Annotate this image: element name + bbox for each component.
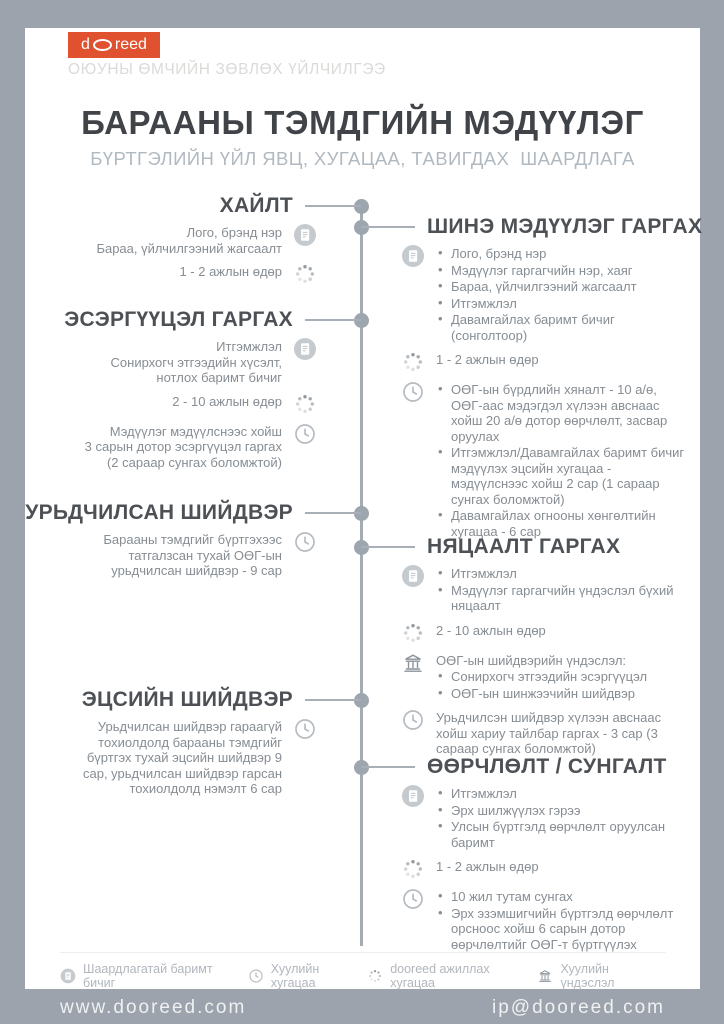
- connector-line: [361, 226, 415, 228]
- timeline-section-rebuttal: [361, 535, 701, 766]
- info-row: [361, 786, 701, 851]
- info-row: [59, 394, 361, 416]
- section-title: ХАЙЛТ: [219, 194, 293, 217]
- bullet-item: • Эрх эзэмшигчийн бүртгэлд өөрчлөлт орсноос хойш 6 сарын дотор өөрчлөлтийг ОӨГ-т бүртгүүлэх: [436, 906, 688, 953]
- legend-item: [537, 962, 666, 990]
- document-icon: [293, 223, 317, 247]
- info-row: [361, 859, 701, 881]
- bullet-item: • Итгэмжлэл/Давамгайлах баримт бичиг мэдүүлэх эцсийн хугацаа - мэдүүлснээс хойш 2 сар (1 сараар сунгах боломжтой): [436, 445, 688, 507]
- info-row: [59, 424, 361, 471]
- logo-text-suffix: reed: [114, 36, 147, 53]
- legend-item: [248, 962, 367, 990]
- logo-o-ellipse-icon: [93, 39, 112, 51]
- bullet-item: • Бараа, үйлчилгээний жагсаалт: [436, 279, 688, 295]
- connector-line: [305, 699, 361, 701]
- info-text: [436, 566, 688, 615]
- info-row: [361, 382, 701, 540]
- info-text: Мэдүүлэг мэдүүлснээс хойш 3 сарын дотор эсэргүүцэл гаргах (2 сараар сунгах боломжтой): [84, 423, 282, 470]
- connector-line: [361, 766, 415, 768]
- info-text: 2 - 10 ажлын өдөр: [172, 393, 282, 409]
- connector-line: [305, 319, 361, 321]
- info-row: [361, 246, 701, 344]
- clock-icon: [401, 380, 425, 404]
- info-row: [59, 339, 361, 386]
- spinner-icon: [367, 968, 383, 984]
- bullet-item: • Улсын бүртгэлд өөрчлөлт оруулсан баримт: [436, 819, 688, 850]
- document-icon: [401, 244, 425, 268]
- document-icon: [293, 337, 317, 361]
- section-title: УРЬДЧИЛСАН ШИЙДВЭР: [25, 501, 293, 524]
- bank-icon: [401, 651, 425, 675]
- document-icon: [60, 968, 76, 984]
- info-text: Итгэмжлэл Сонирхогч этгээдийн хүсэлт, нотлох баримт бичиг: [110, 339, 282, 385]
- clock-icon: [401, 887, 425, 911]
- info-row: [361, 623, 701, 645]
- bullet-item: • 10 жил тутам сунгах: [436, 889, 688, 905]
- info-row: [361, 889, 701, 953]
- section-title: НЯЦААЛТ ГАРГАХ: [427, 535, 621, 558]
- timeline-section-search: [59, 194, 361, 294]
- info-text: Барааны тэмдгийг бүртгэхээс татгалзсан тухай ОӨГ-ын урьдчилсан шийдвэр - 9 сар: [103, 532, 282, 578]
- bullet-item: • Мэдүүлэг гаргагчийн үндэслэл бүхий няцаалт: [436, 583, 688, 614]
- info-text: ОӨГ-ын шийдвэрийн үндэслэл: • Сонирхогч этгээдийн эсэргүүцэл • ОӨГ-ын шинжээчийн шийдвэр: [436, 653, 647, 703]
- timeline-section-final-decision: [59, 688, 361, 805]
- info-text: 1 - 2 ажлын өдөр: [179, 264, 282, 279]
- page-subtitle: БҮРТГЭЛИЙН ҮЙЛ ЯВЦ, ХУГАЦАА, ТАВИГДАХ ШААРДЛАГА: [90, 148, 635, 169]
- bullet-item: • Мэдүүлэг гаргагчийн нэр, хаяг: [436, 263, 688, 279]
- document-icon: [401, 564, 425, 588]
- legend-item: [60, 962, 248, 990]
- page-title: БАРААНЫ ТЭМДГИЙН МЭДҮҮЛЭГ: [81, 104, 644, 141]
- clock-icon: [293, 717, 317, 741]
- section-title: ӨӨРЧЛӨЛТ / СУНГАЛТ: [427, 755, 667, 778]
- header: [25, 104, 700, 170]
- info-row: [59, 225, 361, 256]
- bullet-item: • Итгэмжлэл: [436, 296, 688, 312]
- legend-label: dooreed ажиллах хугацаа: [390, 962, 490, 990]
- connector-line: [305, 205, 361, 207]
- timeline-section-preliminary-decision: [25, 501, 361, 587]
- timeline-section-opposition: [59, 308, 361, 478]
- connector-line: [305, 512, 361, 514]
- legend: [60, 952, 666, 990]
- info-row: [59, 264, 361, 286]
- legend-item: [367, 962, 537, 990]
- footer-email[interactable]: ip@dooreed.com: [492, 997, 665, 1018]
- info-row: [59, 719, 361, 797]
- clock-icon: [293, 530, 317, 554]
- spinner-icon: [293, 262, 317, 286]
- info-row: [59, 532, 361, 579]
- spinner-icon: [401, 621, 425, 645]
- info-text: 1 - 2 ажлын өдөр: [436, 859, 539, 874]
- info-text: [436, 786, 688, 851]
- bullet-item: • Давамгайлах огнооны хөнгөлтийн хугацаа - 6 сар: [436, 508, 688, 539]
- info-text: Лого, брэнд нэр Бараа, үйлчилгээний жагсаалт: [96, 225, 282, 256]
- info-text: 1 - 2 ажлын өдөр: [436, 352, 539, 367]
- info-text: [436, 382, 688, 540]
- info-row: [361, 710, 701, 758]
- info-text: [436, 889, 688, 953]
- section-title: ШИНЭ МЭДҮҮЛЭГ ГАРГАХ: [427, 215, 703, 238]
- timeline-section-amendment-renewal: [361, 755, 701, 961]
- info-text: Урьдчилсан шийдвэр гараагүй тохиолдолд барааны тэмдгийг бүртгэх тухай эцсийн шийдвэр 9 сар, урьдчилсан шийдвэр гарсан тохиолдолд нэмэлт 6 сар: [82, 719, 282, 796]
- brand-logo: [68, 32, 160, 58]
- spinner-icon: [401, 350, 425, 374]
- legend-label: Хуулийн хугацаа: [270, 962, 320, 990]
- timeline-section-new-application: [361, 215, 701, 548]
- spinner-icon: [293, 392, 317, 416]
- clock-icon: [293, 422, 317, 446]
- info-row: [361, 653, 701, 703]
- bullet-item: • Давамгайлах баримт бичиг (сонголтоор): [436, 312, 688, 343]
- document-icon: [401, 784, 425, 808]
- logo-text-prefix: d: [81, 36, 90, 53]
- clock-icon: [248, 968, 264, 984]
- bullet-item: • ОӨГ-ын шинжээчийн шийдвэр: [436, 686, 647, 702]
- brand-tagline: ОЮУНЫ ӨМЧИЙН ЗӨВЛӨХ ҮЙЛЧИЛГЭЭ: [68, 61, 386, 78]
- bullet-item: • Итгэмжлэл: [436, 566, 688, 582]
- bullet-item: • Сонирхогч этгээдийн эсэргүүцэл: [436, 669, 647, 685]
- footer-website[interactable]: www.dooreed.com: [60, 997, 247, 1018]
- info-text: Урьдчилсэн шийдвэр хүлээн авснаас хойш хариу тайлбар гаргах - 3 сар (3 сараар сунгах боломжтой): [436, 710, 662, 756]
- legend-label: Шаардлагатай баримт бичиг: [83, 962, 213, 990]
- info-row: [361, 566, 701, 615]
- section-title: ЭСЭРГҮҮЦЭЛ ГАРГАХ: [64, 308, 293, 331]
- connector-line: [361, 546, 415, 548]
- info-row: [361, 352, 701, 374]
- bullet-item: • Итгэмжлэл: [436, 786, 688, 802]
- section-title: ЭЦСИЙН ШИЙДВЭР: [81, 688, 293, 711]
- clock-icon: [401, 708, 425, 732]
- info-text: 2 - 10 ажлын өдөр: [436, 622, 546, 638]
- info-text: [436, 246, 688, 344]
- bullet-item: • ОӨГ-ын бүрдлийн хяналт - 10 а/ө, ОӨГ-аас мэдэгдэл хүлээн авснаас хойш 20 а/ө дотор өөрчлөлт, засвар оруулах: [436, 382, 688, 444]
- legend-label: Хуулийн үндэслэл: [560, 962, 615, 990]
- bullet-item: • Эрх шилжүүлэх гэрээ: [436, 803, 688, 819]
- bullet-item: • Лого, брэнд нэр: [436, 246, 688, 262]
- bank-icon: [537, 968, 553, 984]
- spinner-icon: [401, 857, 425, 881]
